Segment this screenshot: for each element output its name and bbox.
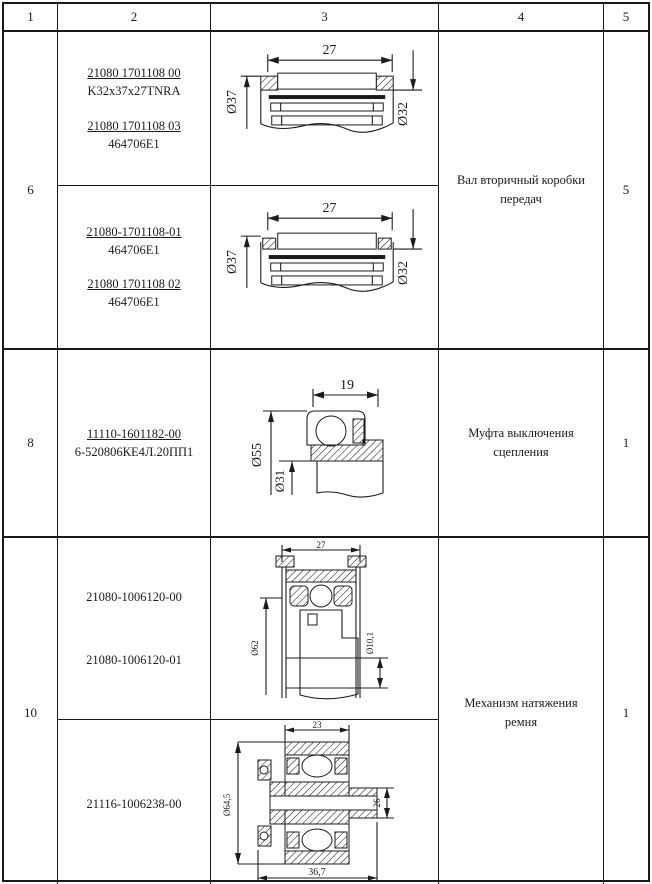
row-number: 10: [4, 538, 58, 884]
dim-left: Ø62: [249, 639, 260, 656]
part-entry: [86, 223, 181, 259]
table-row: [4, 32, 648, 350]
row-number: 8: [4, 350, 58, 536]
dim-right: Ø10,1: [364, 631, 375, 654]
part-code: 21116-1006238-00: [86, 796, 182, 811]
dim-bottom: 36,7: [308, 867, 326, 878]
drawing-cell: [211, 720, 438, 884]
col-header-2: 2: [58, 4, 211, 30]
part-numbers-column: [58, 538, 211, 884]
part-name: 464706Е1: [108, 136, 160, 151]
needle-bearing-drawing: [211, 34, 438, 184]
dim-left: Ø37: [224, 89, 240, 114]
quantity: 1: [622, 435, 630, 450]
dim-top: 27: [316, 539, 325, 550]
part-description: Муфта выключения сцепления: [439, 350, 604, 536]
part-number-cell: [58, 186, 210, 348]
dim-left: Ø64,5: [222, 793, 232, 817]
needle-bearing-drawing: [211, 192, 438, 342]
quantity: 1: [622, 705, 630, 720]
drawings-column: [211, 32, 439, 348]
part-number-cell: [58, 32, 210, 186]
table-row: [4, 350, 648, 538]
dim-top: 23: [312, 720, 322, 730]
drawing-cell: [211, 350, 439, 536]
part-entry: [86, 651, 182, 669]
part-code: 21080 1701108 03: [87, 118, 181, 133]
part-entry: [87, 64, 180, 100]
tensioner-roller-drawing: [222, 720, 427, 884]
part-number-cell: [58, 720, 210, 884]
drawing-cell: [211, 538, 438, 720]
drawings-column: [211, 538, 439, 884]
col-header-5: 5: [622, 9, 630, 24]
drawing-cell: [211, 32, 438, 186]
dim-top: 27: [322, 201, 337, 217]
part-entry: [75, 425, 194, 461]
part-description: Механизм натяжения ремня: [439, 538, 604, 884]
dim-right: Ø32: [396, 101, 412, 126]
part-name: 464706Е1: [108, 295, 160, 310]
dim-top: 19: [339, 378, 354, 393]
dim-left: Ø37: [224, 250, 240, 275]
dim-right: 26: [372, 798, 382, 808]
row-number: 6: [4, 32, 58, 348]
col-header-4: 4: [439, 4, 604, 30]
part-description: Вал вторичный коробки передач: [439, 32, 604, 348]
quantity: 5: [622, 182, 630, 197]
part-code: 21080 1701108 00: [87, 66, 181, 81]
part-code: 11110-1601182-00: [87, 426, 181, 441]
part-name: 464706Е1: [108, 242, 160, 257]
tensioner-pulley-drawing: [220, 540, 430, 718]
ball-bearing-drawing: [235, 369, 415, 517]
table-header-row: [4, 4, 648, 32]
dim-left: Ø55: [249, 442, 265, 468]
part-number-cell: [58, 350, 211, 536]
dim-inner: Ø31: [271, 469, 287, 493]
part-numbers-column: [58, 32, 211, 348]
col-header-1: 1: [4, 4, 58, 30]
table-row: [4, 538, 648, 884]
dim-right: Ø32: [396, 260, 412, 285]
parts-table: [2, 2, 650, 882]
part-code: 21080-1006120-01: [86, 652, 182, 667]
part-entry: [87, 275, 180, 311]
part-number-cell: [58, 538, 210, 720]
part-code: 21080 1701108 02: [87, 277, 181, 291]
part-entry: [87, 795, 182, 813]
part-name: K32x37x27TNRA: [87, 84, 181, 99]
col-header-3: 3: [211, 4, 439, 30]
part-code: 21080-1006120-00: [86, 590, 182, 605]
dim-top: 27: [322, 42, 337, 58]
part-entry: [86, 588, 182, 606]
part-entry: [87, 117, 180, 153]
part-name: 6-520806КЕ4Л.20ПП1: [74, 445, 194, 459]
drawing-cell: [211, 186, 438, 348]
part-code: 21080-1701108-01: [86, 224, 182, 239]
